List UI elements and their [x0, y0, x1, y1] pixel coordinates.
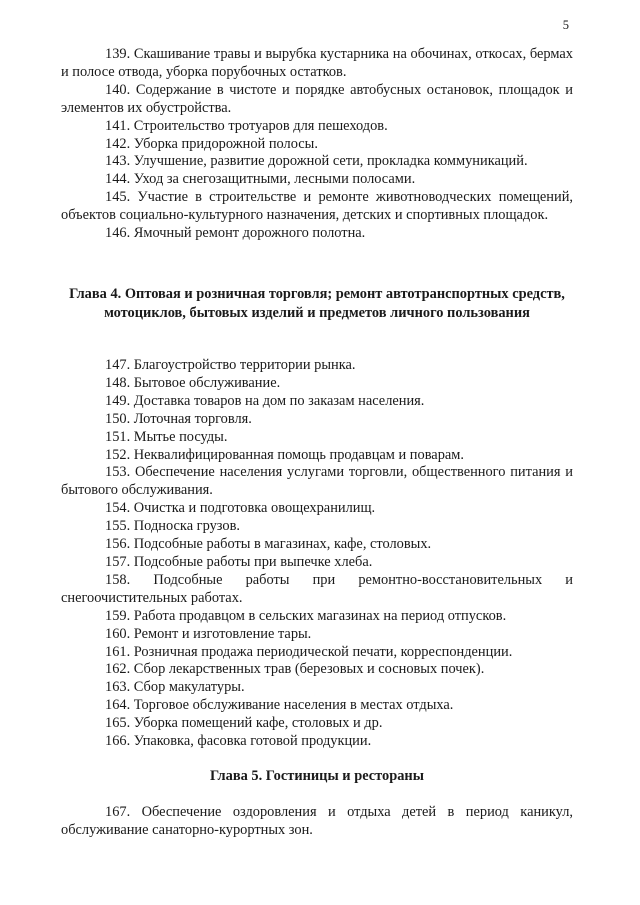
list-item: 139. Скашивание травы и вырубка кустарника на обочинах, откосах, бермах и полосе отвода, уборка порубочных остатков.: [61, 46, 573, 80]
list-item: 142. Уборка придорожной полосы.: [105, 135, 318, 152]
list-item: 141. Строительство тротуаров для пешеходов.: [105, 117, 388, 134]
list-item: 151. Мытье посуды.: [105, 428, 228, 445]
list-item: 167. Обеспечение оздоровления и отдыха детей в период каникул, обслуживание санаторно-курортных зон.: [61, 804, 573, 838]
list-item: 149. Доставка товаров на дом по заказам населения.: [105, 392, 425, 409]
list-item: 164. Торговое обслуживание населения в местах отдыха.: [105, 697, 454, 714]
list-item: 145. Участие в строительстве и ремонте животноводческих помещений, объектов социально-культурного назначения, детских и спортивных площадок.: [61, 189, 573, 224]
chapter4-heading: Глава 4. Оптовая и розничная торговля; ремонт автотранспортных средств, мотоциклов, бытовых изделий и предметов личного пользования: [69, 286, 565, 321]
list-item: 158. Подсобные работы при ремонтно-восстановительных и снегоочистительных работах.: [61, 571, 573, 606]
list-item: 157. Подсобные работы при выпечке хлеба.: [105, 553, 373, 570]
list-item: 166. Упаковка, фасовка готовой продукции.: [105, 733, 372, 750]
list-item: 156. Подсобные работы в магазинах, кафе, столовых.: [105, 536, 432, 553]
list-item: 155. Подноска грузов.: [105, 518, 240, 535]
list-item: 143. Улучшение, развитие дорожной сети, прокладка коммуникаций.: [105, 153, 528, 170]
list-item: 148. Бытовое обслуживание.: [105, 374, 281, 391]
list-item: 147. Благоустройство территории рынка.: [105, 357, 356, 373]
list-item: 140. Содержание в чистоте и порядке автобусных остановок, площадок и элементов их обустройства.: [61, 81, 573, 116]
list-item: 144. Уход за снегозащитными, лесными полосами.: [105, 171, 416, 188]
list-item: 162. Сбор лекарственных трав (березовых и сосновых почек).: [105, 661, 485, 678]
list-item: 150. Лоточная торговля.: [105, 410, 252, 427]
list-item: 160. Ремонт и изготовление тары.: [105, 625, 312, 642]
list-item: 161. Розничная продажа периодической печати, корреспонденции.: [105, 643, 513, 660]
list-item: 146. Ямочный ремонт дорожного полотна.: [105, 225, 366, 242]
list-item: 153. Обеспечение населения услугами торговли, общественного питания и бытового обслуживания.: [61, 464, 573, 499]
chapter5-heading: Глава 5. Гостиницы и рестораны: [210, 768, 424, 784]
chapter3-item-list: [61, 46, 573, 243]
chapter5-item-list: [61, 804, 573, 840]
list-item: 165. Уборка помещений кафе, столовых и др.: [105, 715, 383, 732]
page-number: 5: [562, 18, 569, 32]
list-item: 163. Сбор макулатуры.: [105, 679, 245, 696]
list-item: 159. Работа продавцом в сельских магазинах на период отпусков.: [105, 607, 507, 624]
list-item: 154. Очистка и подготовка овощехранилищ.: [105, 500, 376, 517]
list-item: 152. Неквалифицированная помощь продавцам и поварам.: [105, 446, 464, 463]
chapter4-item-list: [61, 357, 573, 751]
